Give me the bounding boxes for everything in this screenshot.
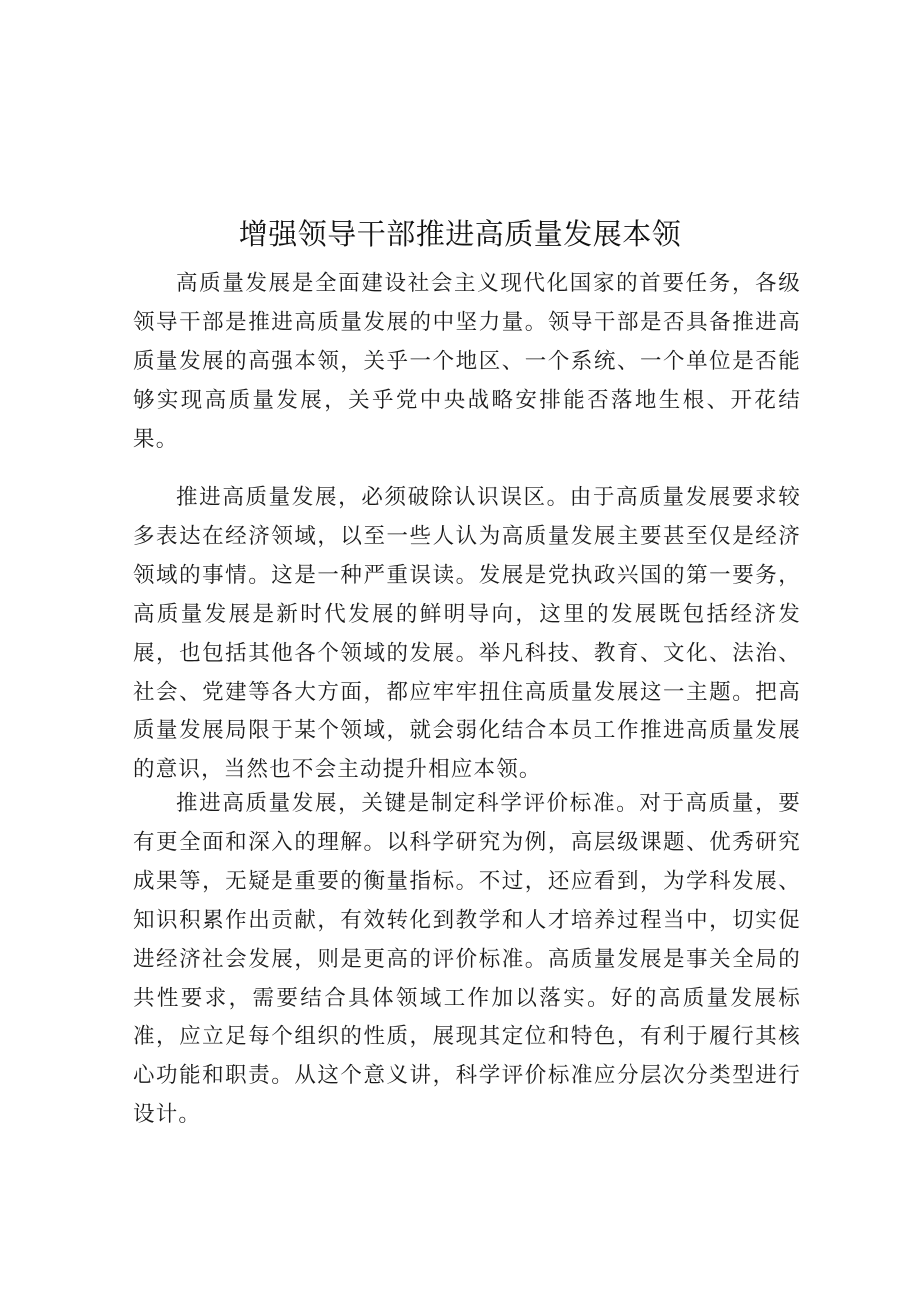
paragraph-1: 高质量发展是全面建设社会主义现代化国家的首要任务，各级领导干部是推进高质量发展的中坚力量。领导干部是否具备推进高质量发展的高强本领，关乎一个地区、一个系统、一个单位是否能够实现高质量发展，关乎党中央战略安排能否落地生根、开花结果。 <box>133 271 801 452</box>
paragraph-3: 推进高质量发展，关键是制定科学评价标准。对于高质量，要有更全面和深入的理解。以科学研究为例，高层级课题、优秀研究成果等，无疑是重要的衡量指标。不过，还应看到，为学科发展、知识积累作出贡献，有效转化到教学和人才培养过程当中，切实促进经济社会发展，则是更高的评价标准。高质量发展是事关全局的共性要求，需要结合具体领域工作加以落实。好的高质量发展标准，应立足每个组织的性质，展现其定位和特色，有利于履行其核心功能和职责。从这个意义讲，科学评价标准应分层次分类型进行设计。 <box>133 791 801 1128</box>
paragraph-2: 推进高质量发展，必须破除认识误区。由于高质量发展要求较多表达在经济领域，以至一些人认为高质量发展主要甚至仅是经济领域的事情。这是一种严重误读。发展是党执政兴国的第一要务，高质量发展是新时代发展的鲜明导向，这里的发展既包括经济发展，也包括其他各个领域的发展。举凡科技、教育、文化、法治、社会、党建等各大方面，都应牢牢扭住高质量发展这一主题。把高质量发展局限于某个领域，就会弱化结合本员工作推进高质量发展的意识，当然也不会主动提升相应本领。 <box>133 485 801 783</box>
document-title: 增强领导干部推进高质量发展本领 <box>238 217 682 251</box>
